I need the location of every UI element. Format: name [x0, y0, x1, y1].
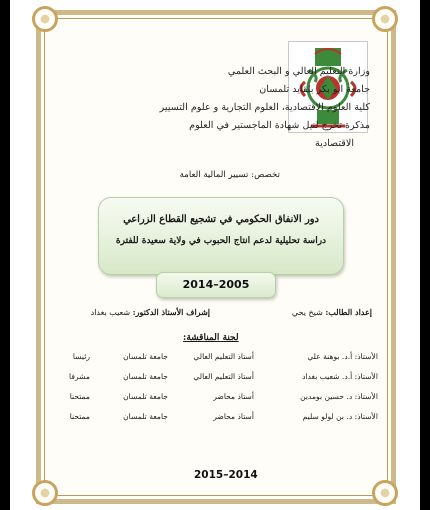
committee-member-row: [62, 372, 378, 392]
thesis-degree-line: مذكرة تخرج لنيل شهادة الماجستير في العلوم: [189, 120, 370, 131]
thesis-title: دور الانفاق الحكومي في تشجيع القطاع الزراعي: [123, 214, 319, 225]
study-period: 2014–2005: [182, 278, 250, 291]
left-border-bar: [0, 0, 10, 510]
committee-member-row: [62, 352, 378, 372]
member-rank: أستاذ محاضر: [213, 412, 254, 421]
prepared-by: [292, 307, 372, 317]
member-name: الأستاذ: د. بن لولو سليم: [302, 412, 378, 421]
committee-member-row: [62, 412, 378, 432]
thesis-subtitle: دراسة تحليلية لدعم انتاج الحبوب في ولاية سعيدة للفترة: [115, 236, 327, 246]
prepared-by-label: إعداد الطالب:: [325, 307, 372, 317]
committee-member-row: [62, 392, 378, 412]
committee-title: لجنة المناقشة:: [183, 333, 239, 343]
academic-year: 2015–2014: [194, 469, 258, 481]
ministry-name: وزارة التعليم العالي و البحث العلمي: [227, 66, 370, 77]
faculty-name: كلية العلوم الاقتصادية، العلوم التجارية و علوم التسيير: [159, 102, 370, 113]
member-role: ممتحنا: [69, 412, 90, 421]
corner-ornament-icon: [32, 6, 58, 32]
supervisor-label: إشراف الأستاذ الدكتور:: [132, 307, 210, 317]
student-name: شيخ يحي: [291, 308, 323, 317]
member-role: رئيسا: [72, 352, 90, 361]
specialization: تخصص: تسيير المالية العامة: [179, 170, 280, 180]
member-name: الأستاذ: أ.د. بوهنة علي: [307, 352, 378, 361]
university-name: جامعة ابو بكر بلقايد تلمسان: [259, 84, 370, 95]
corner-ornament-icon: [32, 480, 58, 506]
member-rank: أستاذ التعليم العالي: [193, 352, 254, 361]
member-name: الأستاذ: أ.د. شعيب بغداد: [302, 372, 378, 381]
member-role: ممتحنا: [69, 392, 90, 401]
right-border-bar: [420, 0, 430, 510]
member-university: جامعة تلمسان: [123, 392, 168, 401]
thesis-title-box: [98, 197, 344, 275]
member-role: مشرفا: [69, 372, 90, 381]
member-rank: أستاذ محاضر: [213, 392, 254, 401]
supervisor-name: شعيب بغداد: [90, 308, 131, 317]
member-university: جامعة تلمسان: [123, 412, 168, 421]
member-name: الأستاذ: د. حسين بومدين: [300, 392, 378, 401]
supervised-by: [91, 307, 210, 317]
corner-ornament-icon: [372, 480, 398, 506]
committee-list: [62, 352, 378, 432]
study-period-box: [156, 272, 276, 298]
member-university: جامعة تلمسان: [123, 372, 168, 381]
corner-ornament-icon: [372, 6, 398, 32]
member-university: جامعة تلمسان: [123, 352, 168, 361]
thesis-degree-line-continued: الاقتصادية: [315, 138, 354, 149]
member-rank: أستاذ التعليم العالي: [193, 372, 254, 381]
